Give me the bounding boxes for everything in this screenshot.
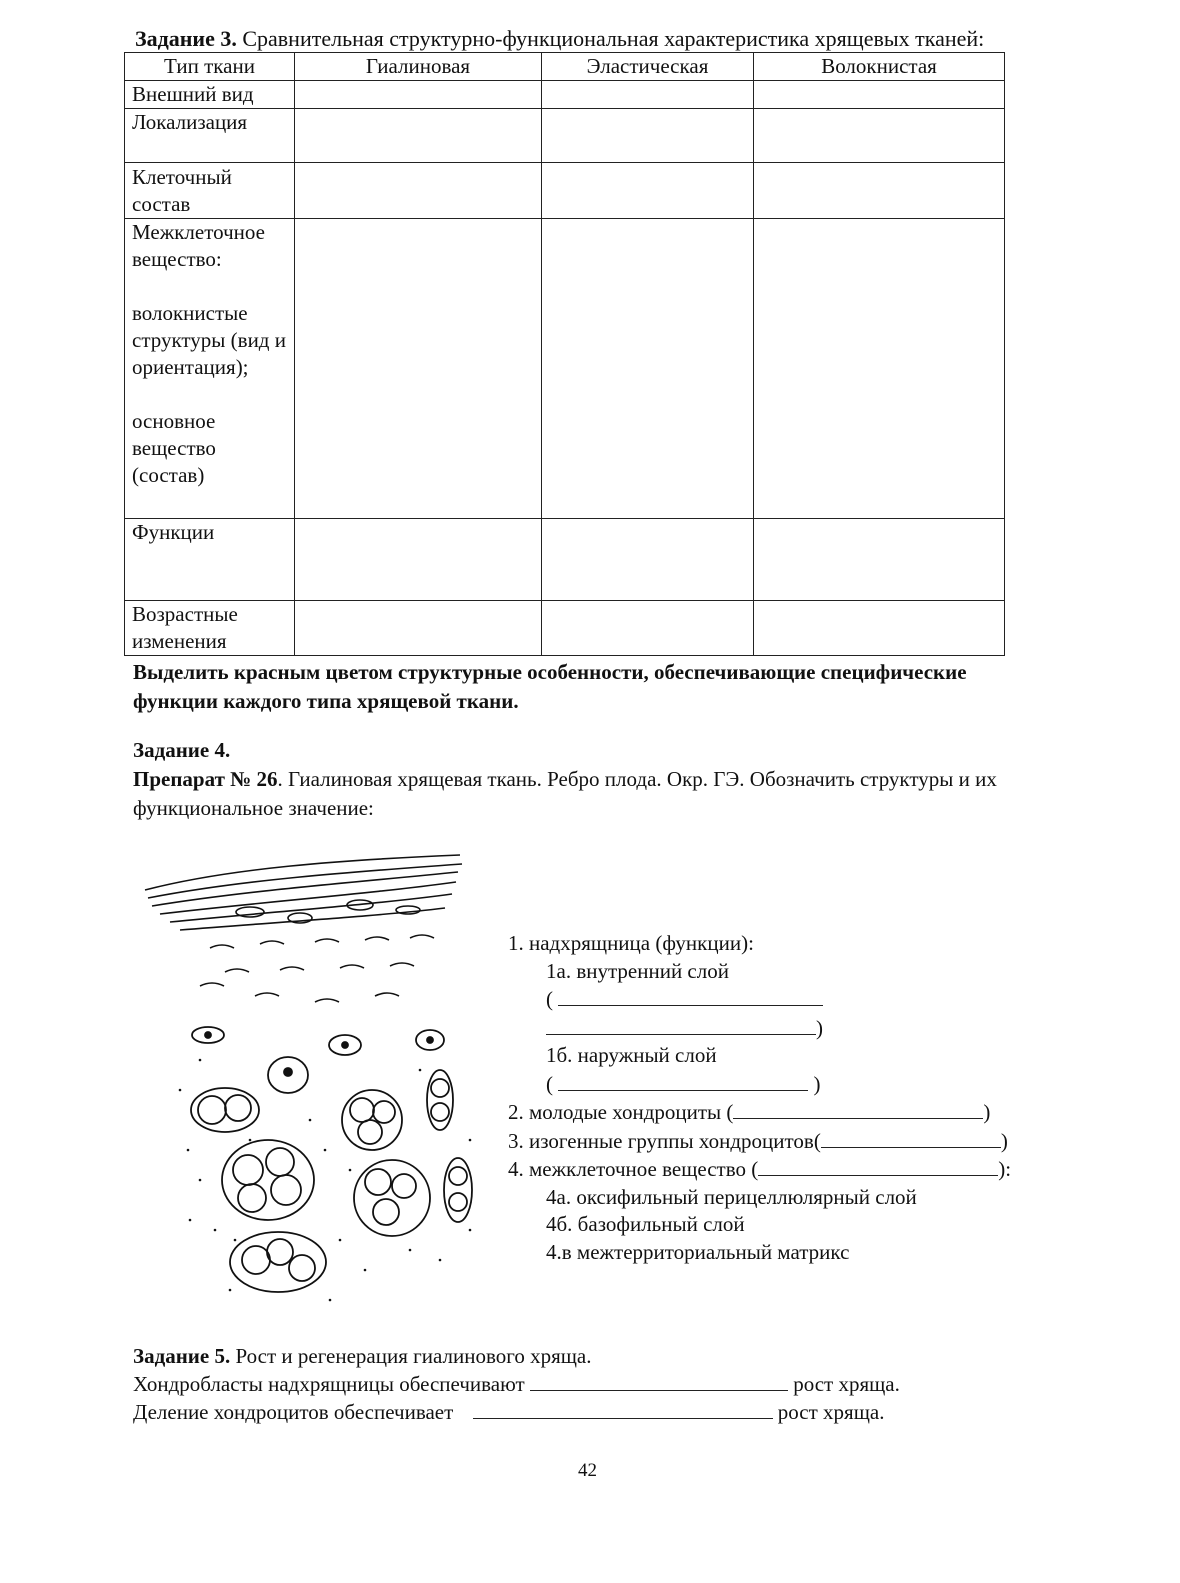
label-oxyphilic-layer: 4а. оксифильный перицеллюлярный слой [546,1184,917,1209]
task3-note: Выделить красным цветом структурные особенности, обеспечивающие специфические функции каждого типа хрящевой ткани. [133,660,967,713]
answer-cell[interactable] [295,109,542,163]
answer-line[interactable] [558,985,823,1006]
answer-cell[interactable] [542,109,754,163]
answer-cell[interactable] [295,601,542,656]
row-label: Возрастные изменения [125,601,295,656]
label-matrix: 4. межклеточное вещество ( [508,1157,759,1181]
answer-line[interactable] [530,1370,788,1391]
answer-cell[interactable] [295,219,542,519]
page-number: 42 [578,1460,597,1481]
answer-cell[interactable] [295,519,542,601]
answer-cell[interactable] [754,601,1005,656]
task3-header [135,26,984,52]
table-row [125,163,1005,219]
col-header: Тип ткани [125,53,295,81]
task4-block [133,736,1033,823]
answer-cell[interactable] [542,219,754,519]
row-label: Внешний вид [125,81,295,109]
answer-cell[interactable] [754,163,1005,219]
task5-line2-end: рост хряща. [777,1400,885,1424]
col-header: Волокнистая [754,53,1005,81]
preparation-label: Препарат № 26 [133,767,278,791]
task5-block [133,1342,900,1426]
task5-heading: Задание 5. [133,1344,231,1368]
answer-line[interactable] [546,1014,816,1035]
label-young-chondrocytes: 2. молодые хондроциты ( [508,1100,734,1124]
label-perichondrium: 1. надхрящница (функции): [508,931,754,955]
answer-cell[interactable] [754,219,1005,519]
label-basophilic-layer: 4б. базофильный слой [546,1212,745,1236]
row-sublabel: волокнистые структуры (вид и ориентация); [132,301,286,379]
preparation-text: . Гиалиновая хрящевая ткань. Ребро плода. Окр. ГЭ. Обозначить структуры и их функциональное значение: [133,767,997,820]
answer-line[interactable] [821,1127,1001,1148]
task5-line2: Деление хондроцитов обеспечивает [133,1400,454,1424]
label-isogenous-groups: 3. изогенные группы хондроцитов( [508,1128,821,1153]
answer-cell[interactable] [295,81,542,109]
answer-cell[interactable] [542,601,754,656]
answer-line[interactable] [473,1398,773,1419]
label-inner-layer: 1а. внутренний слой [546,958,729,983]
row-label: Клеточный состав [125,163,295,219]
table-row [125,219,1005,519]
answer-line[interactable] [758,1155,998,1176]
label-interterritorial-matrix: 4.в межтерриториальный матрикс [546,1239,850,1264]
answer-cell[interactable] [295,163,542,219]
answer-line[interactable] [558,1070,808,1091]
perichondrium-fibers [145,855,462,930]
row-sublabel: основное вещество (состав) [132,409,216,487]
structure-labels: 1. надхрящница (функции): 1а. внутренний слой ( ) 1б. наружный слой ( ) 2. молодые хондроциты ( ) 3. изогенные группы хондроцитов( ) 4. межклеточное вещество ( ): 4а. оксифильный перицеллюлярный слой 4б. базофильный слой 4.в межтерриториальный матрикс [508,930,1011,1266]
answer-cell[interactable] [542,519,754,601]
table-row [125,601,1005,656]
isogenous-groups [191,1070,472,1292]
row-label: Функции [125,519,295,601]
task3-heading: Задание 3. [135,26,237,51]
answer-cell[interactable] [542,81,754,109]
task4-heading: Задание 4. [133,738,231,762]
row-label: Локализация [125,109,295,163]
answer-cell[interactable] [754,519,1005,601]
task5-line1: Хондробласты надхрящницы обеспечивают [133,1372,525,1396]
col-header: Гиалиновая [295,53,542,81]
task5-title: Рост и регенерация гиалинового хряща. [235,1344,592,1368]
young-chondrocytes [192,1027,444,1093]
table-row [125,519,1005,601]
table-row [125,81,1005,109]
hyaline-cartilage-drawing [140,850,485,1320]
row-label: Межклеточное вещество: [132,220,265,271]
label-outer-layer: 1б. наружный слой [546,1043,717,1067]
answer-cell[interactable] [754,81,1005,109]
comparison-table [124,52,1005,656]
table-row [125,109,1005,163]
task5-line1-end: рост хряща. [793,1372,900,1396]
answer-line[interactable] [733,1098,983,1119]
answer-cell[interactable] [542,163,754,219]
table-header-row [125,53,1005,81]
task3-title: Сравнительная структурно-функциональная характеристика хрящевых тканей: [242,26,985,51]
answer-cell[interactable] [754,109,1005,163]
col-header: Эластическая [542,53,754,81]
